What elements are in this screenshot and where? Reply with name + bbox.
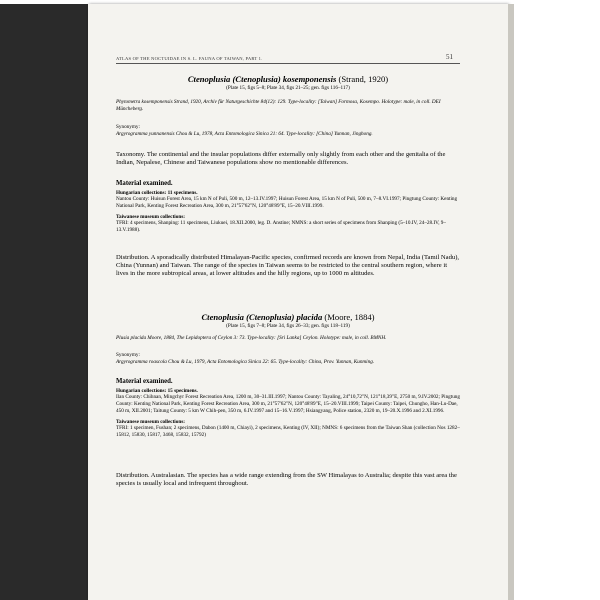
species2-distribution <box>116 472 460 488</box>
species2-synonymy-text: Argyrogramma roascola Chou & Lu, 1979, Acta Entomologica Sinica 22: 65. Type-locality: China, Prov. Yunnan, Kunming. <box>116 359 375 365</box>
species2-orig-desc: Plusia placida Moore, 1884, The Lepidoptera of Ceylon 3: 73. Type-locality: [Sri Lanka] Ceylon. Holotype: male, in coll. BMNH. <box>116 335 387 341</box>
species2-author: (Moore, 1884) <box>324 312 375 322</box>
species1-name: Ctenoplusia (Ctenoplusia) kosemponensis <box>187 74 337 84</box>
species2-original-description <box>116 335 460 342</box>
species1-material-head: Material examined. <box>116 180 173 187</box>
species1-distribution <box>116 254 460 279</box>
book-page <box>88 4 508 600</box>
species1-synonymy-label: Synonymy: <box>116 124 140 130</box>
running-head: ATLAS OF THE NOCTUIDAE IN S. L. FAUNA OF TAIWAN, PART 1. <box>116 56 263 61</box>
species1-orig-desc: Phytometra kosemponensis Strand, 1920, Archiv für Naturgeschichte 84(12): 129. Type-locality: [Taiwan] Formosa, Kosempo. Holotype: male, in coll. DEI Müncheberg. <box>116 99 441 112</box>
species1-plates: (Plate 15, figs 5–8; Plate 34, figs 21–25; gen. figs 116–117) <box>226 85 350 91</box>
species1-taxonomy <box>116 151 460 167</box>
species1-distribution-text: Distribution. A sporadically distributed Himalayan-Pacific species, confirmed records are known from Nepal, India (Tamil Nadu), China (Yunnan) and Taiwan. The range of the species in Taiwan seems to be restricted to the central southern region, where it lives in the more subtropical areas, at lower altitudes and the hilly regions, up to 1000 m altitudes. <box>116 254 460 278</box>
right-margin <box>514 0 600 600</box>
species2-synonymy-label: Synonymy: <box>116 352 140 358</box>
header-rule <box>116 63 460 64</box>
species1-taiwanese-head: Taiwanese museum collections: <box>116 214 185 220</box>
species1-taiwanese: TFRI: 4 specimens, Shanping: 11 specimens, Liukuei, 18.XII.2000, leg. D. Anstine; NMNS: a short series of specimens from Shanping (5–10.IV, 24–28.IV, 9–13.V.1988). <box>116 220 446 233</box>
species2-material-head: Material examined. <box>116 378 173 385</box>
species1-material <box>116 180 460 234</box>
species2-heading <box>116 312 460 329</box>
species1-heading <box>116 74 460 91</box>
species2-hungarian: Ilan County: Chihnan, Mingchyr Forest Recreation Area, 1200 m, 30–31.III.1997; Nantou County: Tayaling, 24°10,72"N, 121°18,39"E, 2750 m, 9.IV.2002; Pingtung County: Kenting National Park, Kenting Forest Recreation Area, 300 m, 21°57'62"N, 120°48'89"E, 15–20.VIII.1999; Taipei County: Taipei, Chungho, Han-Lu-Dae, 450 m, XII.2001; Taitung County: 5 km W Chih-pen, 350 m, 6.IV.1997 and 15–16.V.1997; Hsiangyang, Police station, 2320 m, 19–20.X.1996 and 2.XI.1996. <box>116 394 460 414</box>
species1-synonymy <box>116 124 460 138</box>
species2-synonymy <box>116 352 460 366</box>
species1-taxonomy-text: Taxonomy. The continental and the insular populations differ externally only slightly from each other and the genitalia of the Indian, Nepalese, Chinese and Taiwanese populations show no mentionable differences. <box>116 151 446 167</box>
species1-hungarian: Nantou County: Huisun Forest Area, 15 km N of Puli, 500 m, 12–13.IV.1997; Huisun Forest Area, 15 km N of Puli, 500 m, 7–8.VI.1997; Pingtung County: Kenting National Park, Kenting Forest Recreation Area, 300 m, 21°57'62"N, 120°48'89"E, 15–20.VIII.1999. <box>116 196 458 209</box>
species2-taiwanese: TFRI: 1 specimen, Fushan; 2 specimens, Dabon (1400 m, Chiayi), 2 specimens, Kenting (IV, XII); NMNS: 6 specimens from the Taiwan Shan (collection Nos 1282–15812, 15830, 15817, 3468, 15832, 15792) <box>116 425 460 438</box>
species2-name: Ctenoplusia (Ctenoplusia) placida <box>201 312 323 322</box>
species1-synonymy-text: Argyrogramma yunnanensis Chou & Lu, 1978, Acta Entomologica Sinica 21: 64. Type-locality: [China] Yunnan, Jinghong. <box>116 131 373 137</box>
species2-hungarian-head: Hungarian collections: 15 specimens. <box>116 388 198 394</box>
species2-taiwanese-head: Taiwanese museum collections: <box>116 419 185 425</box>
species1-author: (Strand, 1920) <box>338 74 389 84</box>
species1-original-description <box>116 99 460 113</box>
species2-distribution-text: Distribution. Australasian. The species has a wide range extending from the SW Himalayas to Australia; despite this vast area the species is usually local and infrequent throughout. <box>116 472 457 488</box>
page-number: 51 <box>446 53 453 61</box>
species1-hungarian-head: Hungarian collections: 11 specimens. <box>116 190 198 196</box>
species2-material <box>116 378 460 439</box>
species2-plates: (Plate 15, figs 7–8; Plate 34, figs 26–33; gen. figs 118–119) <box>226 323 350 329</box>
